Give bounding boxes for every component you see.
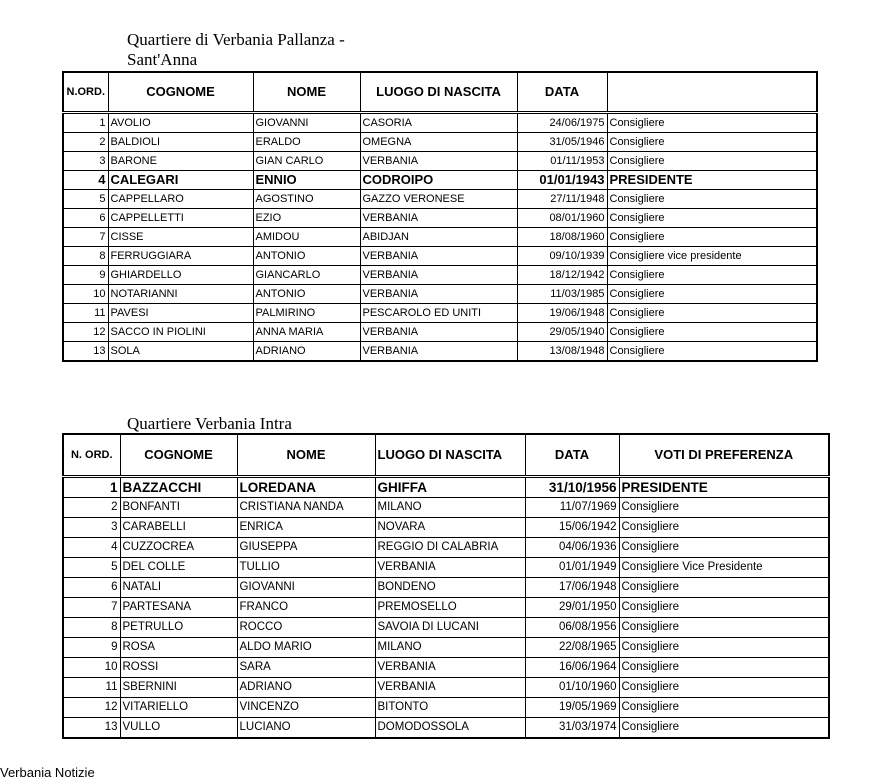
cell-ruolo: Consigliere: [607, 304, 817, 323]
cell-ruolo: Consigliere: [607, 133, 817, 152]
section1-title-line2: Sant'Anna: [127, 50, 198, 69]
table-row: [63, 133, 817, 152]
cell-cognome: VULLO: [120, 718, 237, 739]
cell-nome: GIANCARLO: [253, 266, 360, 285]
cell-nome: GIAN CARLO: [253, 152, 360, 171]
cell-nome: PALMIRINO: [253, 304, 360, 323]
cell-ruolo: Consigliere: [619, 518, 829, 538]
table-row: [63, 323, 817, 342]
cell-n-ord: 11: [63, 304, 108, 323]
table-row: [63, 698, 829, 718]
cell-luogo: VERBANIA: [375, 558, 525, 578]
header-ruolo: [607, 72, 817, 113]
cell-nome: TULLIO: [237, 558, 375, 578]
intra-header-row: [63, 434, 829, 477]
cell-cognome: BALDIOLI: [108, 133, 253, 152]
cell-data: 19/05/1969: [525, 698, 619, 718]
cell-cognome: BARONE: [108, 152, 253, 171]
cell-n-ord: 7: [63, 598, 120, 618]
cell-luogo: VERBANIA: [375, 658, 525, 678]
cell-cognome: PAVESI: [108, 304, 253, 323]
cell-ruolo: Consigliere: [619, 698, 829, 718]
table-row: [63, 518, 829, 538]
cell-ruolo: Consigliere: [619, 598, 829, 618]
cell-n-ord: 2: [63, 133, 108, 152]
cell-luogo: VERBANIA: [360, 266, 517, 285]
cell-cognome: CARABELLI: [120, 518, 237, 538]
cell-luogo: MILANO: [375, 638, 525, 658]
table-row: [63, 598, 829, 618]
cell-nome: ROCCO: [237, 618, 375, 638]
header-luogo: LUOGO DI NASCITA: [360, 72, 517, 113]
header-nome: NOME: [237, 434, 375, 477]
cell-n-ord: 8: [63, 618, 120, 638]
header-n-ord: N.ORD.: [63, 72, 108, 113]
table-row: [63, 285, 817, 304]
cell-nome: ADRIANO: [253, 342, 360, 362]
cell-ruolo: Consigliere: [619, 638, 829, 658]
cell-luogo: BITONTO: [375, 698, 525, 718]
cell-ruolo: Consigliere vice presidente: [607, 247, 817, 266]
cell-ruolo: Consigliere: [607, 266, 817, 285]
cell-data: 11/07/1969: [525, 498, 619, 518]
cell-cognome: CUZZOCREA: [120, 538, 237, 558]
cell-ruolo: Consigliere: [607, 342, 817, 362]
cell-luogo: DOMODOSSOLA: [375, 718, 525, 739]
cell-data: 17/06/1948: [525, 578, 619, 598]
cell-n-ord: 4: [63, 171, 108, 190]
cell-luogo: CASORIA: [360, 113, 517, 133]
cell-cognome: CALEGARI: [108, 171, 253, 190]
pallanza-table-body: [63, 113, 817, 362]
table-row: [63, 247, 817, 266]
section2-title: Quartiere Verbania Intra: [127, 414, 292, 433]
cell-n-ord: 5: [63, 558, 120, 578]
table-row: [63, 209, 817, 228]
table-row: [63, 304, 817, 323]
cell-nome: FRANCO: [237, 598, 375, 618]
cell-luogo: REGGIO DI CALABRIA: [375, 538, 525, 558]
cell-ruolo: Consigliere: [619, 538, 829, 558]
cell-n-ord: 7: [63, 228, 108, 247]
header-data: DATA: [525, 434, 619, 477]
cell-ruolo: Consigliere: [607, 228, 817, 247]
cell-n-ord: 12: [63, 323, 108, 342]
cell-luogo: BONDENO: [375, 578, 525, 598]
cell-data: 11/03/1985: [517, 285, 607, 304]
cell-luogo: VERBANIA: [360, 152, 517, 171]
table-row: [63, 558, 829, 578]
cell-data: 01/10/1960: [525, 678, 619, 698]
cell-data: 29/05/1940: [517, 323, 607, 342]
cell-luogo: VERBANIA: [360, 323, 517, 342]
cell-nome: ADRIANO: [237, 678, 375, 698]
cell-data: 31/10/1956: [525, 477, 619, 498]
cell-n-ord: 9: [63, 638, 120, 658]
pallanza-table: [62, 71, 818, 362]
cell-luogo: VERBANIA: [360, 285, 517, 304]
cell-nome: ENNIO: [253, 171, 360, 190]
cell-nome: ANTONIO: [253, 285, 360, 304]
cell-luogo: PESCAROLO ED UNITI: [360, 304, 517, 323]
cell-ruolo: Consigliere: [619, 498, 829, 518]
cell-n-ord: 9: [63, 266, 108, 285]
table-row: [63, 266, 817, 285]
cell-nome: ANTONIO: [253, 247, 360, 266]
cell-n-ord: 10: [63, 658, 120, 678]
cell-data: 09/10/1939: [517, 247, 607, 266]
cell-luogo: OMEGNA: [360, 133, 517, 152]
cell-nome: GIOVANNI: [253, 113, 360, 133]
header-cognome: COGNOME: [120, 434, 237, 477]
cell-data: 27/11/1948: [517, 190, 607, 209]
cell-cognome: SACCO IN PIOLINI: [108, 323, 253, 342]
table-row: [63, 477, 829, 498]
cell-data: 01/01/1949: [525, 558, 619, 578]
cell-n-ord: 6: [63, 578, 120, 598]
cell-n-ord: 5: [63, 190, 108, 209]
cell-cognome: GHIARDELLO: [108, 266, 253, 285]
cell-cognome: CISSE: [108, 228, 253, 247]
cell-nome: EZIO: [253, 209, 360, 228]
table-row: [63, 578, 829, 598]
cell-cognome: NOTARIANNI: [108, 285, 253, 304]
cell-luogo: GAZZO VERONESE: [360, 190, 517, 209]
cell-luogo: VERBANIA: [375, 678, 525, 698]
table-row: [63, 342, 817, 362]
cell-ruolo: Consigliere: [619, 718, 829, 739]
section1-title: [127, 30, 345, 70]
cell-nome: AGOSTINO: [253, 190, 360, 209]
table-row: [63, 113, 817, 133]
cell-nome: AMIDOU: [253, 228, 360, 247]
cell-cognome: SBERNINI: [120, 678, 237, 698]
table-row: [63, 228, 817, 247]
pallanza-header-row: [63, 72, 817, 113]
cell-ruolo: Consigliere Vice Presidente: [619, 558, 829, 578]
cell-n-ord: 13: [63, 718, 120, 739]
cell-luogo: PREMOSELLO: [375, 598, 525, 618]
cell-n-ord: 2: [63, 498, 120, 518]
cell-luogo: NOVARA: [375, 518, 525, 538]
cell-ruolo: PRESIDENTE: [619, 477, 829, 498]
cell-n-ord: 11: [63, 678, 120, 698]
cell-cognome: ROSA: [120, 638, 237, 658]
cell-n-ord: 4: [63, 538, 120, 558]
cell-cognome: CAPPELLARO: [108, 190, 253, 209]
cell-data: 31/05/1946: [517, 133, 607, 152]
cell-nome: GIUSEPPA: [237, 538, 375, 558]
table-row: [63, 171, 817, 190]
cell-cognome: CAPPELLETTI: [108, 209, 253, 228]
header-nome: NOME: [253, 72, 360, 113]
cell-cognome: ROSSI: [120, 658, 237, 678]
cell-data: 19/06/1948: [517, 304, 607, 323]
cell-ruolo: Consigliere: [607, 323, 817, 342]
table-row: [63, 618, 829, 638]
table-row: [63, 678, 829, 698]
cell-luogo: VERBANIA: [360, 342, 517, 362]
cell-data: 01/11/1953: [517, 152, 607, 171]
cell-ruolo: Consigliere: [607, 152, 817, 171]
cell-n-ord: 10: [63, 285, 108, 304]
cell-ruolo: Consigliere: [619, 578, 829, 598]
table-row: [63, 638, 829, 658]
header-luogo: LUOGO DI NASCITA: [375, 434, 525, 477]
header-cognome: COGNOME: [108, 72, 253, 113]
cell-cognome: BONFANTI: [120, 498, 237, 518]
cell-nome: CRISTIANA NANDA: [237, 498, 375, 518]
cell-nome: VINCENZO: [237, 698, 375, 718]
cell-luogo: SAVOIA DI LUCANI: [375, 618, 525, 638]
header-data: DATA: [517, 72, 607, 113]
cell-nome: ALDO MARIO: [237, 638, 375, 658]
cell-data: 01/01/1943: [517, 171, 607, 190]
cell-ruolo: Consigliere: [607, 190, 817, 209]
cell-ruolo: Consigliere: [619, 618, 829, 638]
cell-cognome: SOLA: [108, 342, 253, 362]
cell-n-ord: 3: [63, 518, 120, 538]
cell-cognome: FERRUGGIARA: [108, 247, 253, 266]
cell-n-ord: 1: [63, 113, 108, 133]
table-row: [63, 718, 829, 739]
cell-luogo: VERBANIA: [360, 209, 517, 228]
cell-cognome: AVOLIO: [108, 113, 253, 133]
cell-ruolo: Consigliere: [607, 285, 817, 304]
cell-luogo: VERBANIA: [360, 247, 517, 266]
intra-table: [62, 433, 830, 739]
cell-data: 08/01/1960: [517, 209, 607, 228]
cell-cognome: BAZZACCHI: [120, 477, 237, 498]
cell-nome: ENRICA: [237, 518, 375, 538]
cell-data: 04/06/1936: [525, 538, 619, 558]
cell-nome: GIOVANNI: [237, 578, 375, 598]
cell-cognome: DEL COLLE: [120, 558, 237, 578]
table-row: [63, 658, 829, 678]
cell-n-ord: 1: [63, 477, 120, 498]
table-row: [63, 190, 817, 209]
cell-data: 29/01/1950: [525, 598, 619, 618]
cell-nome: ANNA MARIA: [253, 323, 360, 342]
table-row: [63, 498, 829, 518]
cell-nome: LUCIANO: [237, 718, 375, 739]
cell-cognome: PETRULLO: [120, 618, 237, 638]
cell-cognome: PARTESANA: [120, 598, 237, 618]
cell-n-ord: 3: [63, 152, 108, 171]
cell-ruolo: Consigliere: [619, 658, 829, 678]
cell-ruolo: PRESIDENTE: [607, 171, 817, 190]
cell-cognome: VITARIELLO: [120, 698, 237, 718]
cell-data: 16/06/1964: [525, 658, 619, 678]
cell-luogo: ABIDJAN: [360, 228, 517, 247]
cell-data: 15/06/1942: [525, 518, 619, 538]
cell-data: 13/08/1948: [517, 342, 607, 362]
cell-luogo: MILANO: [375, 498, 525, 518]
header-n-ord: N. ORD.: [63, 434, 120, 477]
intra-table-body: [63, 477, 829, 739]
cell-ruolo: Consigliere: [619, 678, 829, 698]
cell-n-ord: 12: [63, 698, 120, 718]
cell-ruolo: Consigliere: [607, 113, 817, 133]
cell-nome: ERALDO: [253, 133, 360, 152]
header-voti: VOTI DI PREFERENZA: [619, 434, 829, 477]
cell-n-ord: 8: [63, 247, 108, 266]
table-row: [63, 538, 829, 558]
footer-source: Verbania Notizie: [0, 765, 95, 780]
cell-nome: LOREDANA: [237, 477, 375, 498]
cell-data: 18/12/1942: [517, 266, 607, 285]
cell-data: 06/08/1956: [525, 618, 619, 638]
cell-nome: SARA: [237, 658, 375, 678]
cell-n-ord: 6: [63, 209, 108, 228]
cell-luogo: CODROIPO: [360, 171, 517, 190]
cell-cognome: NATALI: [120, 578, 237, 598]
cell-data: 24/06/1975: [517, 113, 607, 133]
cell-luogo: GHIFFA: [375, 477, 525, 498]
section1-title-line1: Quartiere di Verbania Pallanza -: [127, 30, 345, 49]
cell-data: 31/03/1974: [525, 718, 619, 739]
table-row: [63, 152, 817, 171]
cell-n-ord: 13: [63, 342, 108, 362]
cell-data: 22/08/1965: [525, 638, 619, 658]
cell-data: 18/08/1960: [517, 228, 607, 247]
cell-ruolo: Consigliere: [607, 209, 817, 228]
